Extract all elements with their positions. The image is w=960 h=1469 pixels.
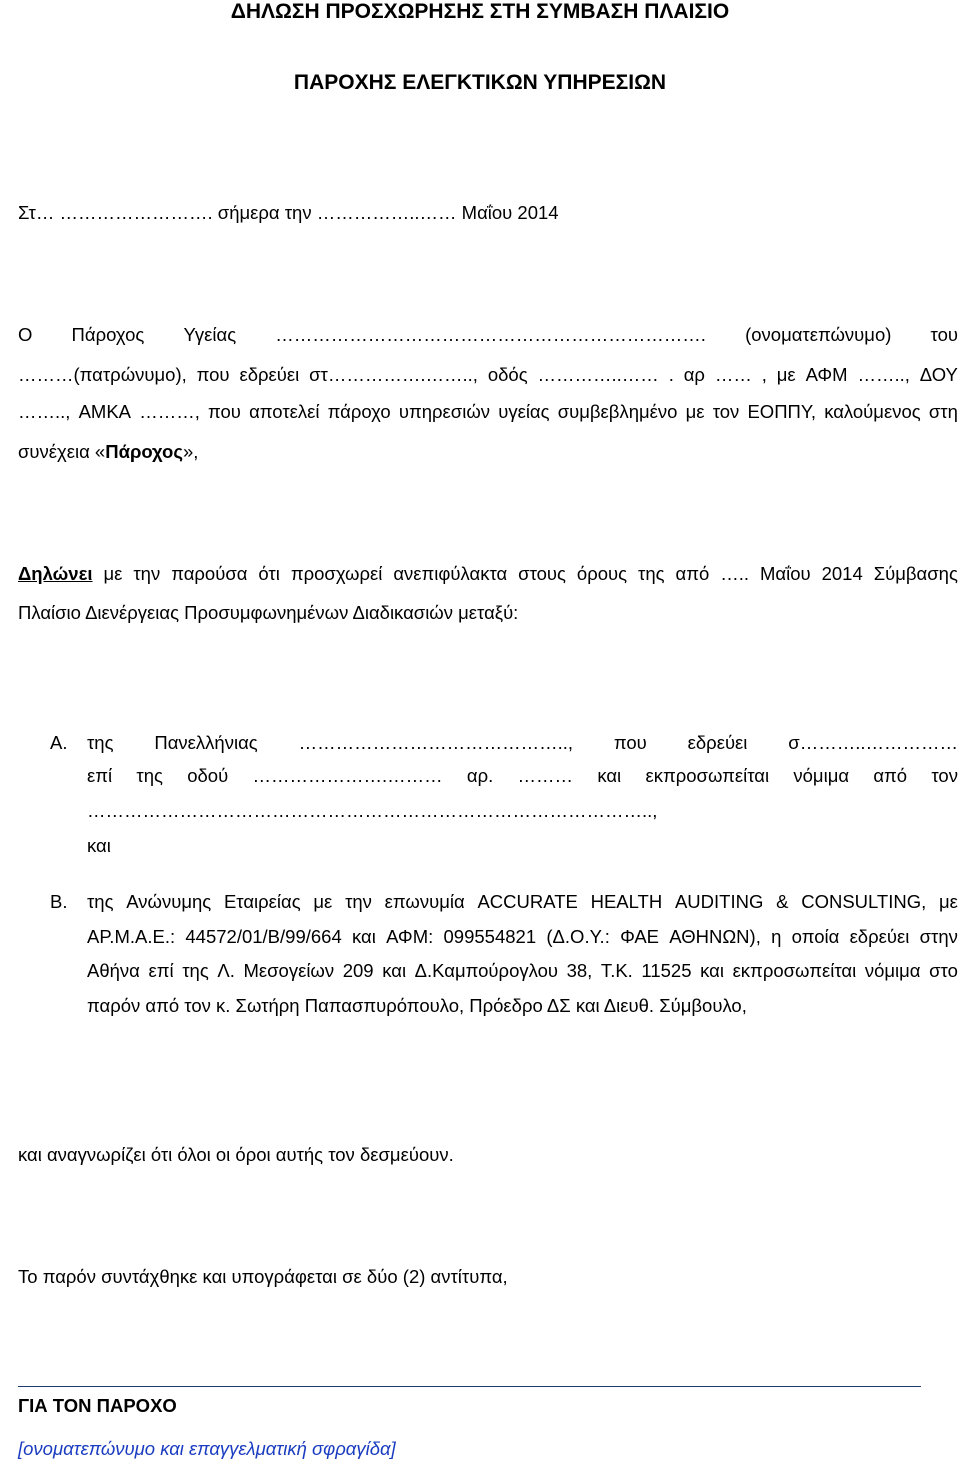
word: αρ. [466, 765, 494, 786]
word: ΔΟΥ [919, 364, 958, 385]
declare-keyword: Δηλώνει [18, 563, 93, 584]
word: Ανώνυμης [126, 891, 212, 912]
declare-line-1 [18, 562, 958, 586]
document-subtitle: ΠΑΡΟΧΗΣ ΕΛΕΓΚΤΙΚΩΝ ΥΠΗΡΕΣΙΩΝ [293, 71, 667, 94]
word: στην [919, 926, 958, 947]
word: με [313, 891, 333, 912]
word: …………..…… [537, 364, 659, 385]
word: ……………………………………………………………. [275, 324, 706, 345]
word: της [136, 765, 163, 786]
document-title: ΔΗΛΩΣΗ ΠΡΟΣΧΩΡΗΣΗΣ ΣΤΗ ΣΥΜΒΑΣΗ ΠΛΑΙΣΙΟ [230, 0, 730, 23]
party-b-marker: Β. [50, 891, 68, 912]
word: της [638, 563, 665, 584]
word: που [613, 732, 647, 753]
word: Ο [18, 324, 33, 345]
word: Εταιρείας [223, 891, 301, 912]
word: 44572/01/Β/99/664 [185, 926, 342, 947]
signature-rule [18, 1386, 921, 1387]
declare-line-2: Πλαίσιο Διενέργειας Προσυμφωνημένων Διαδικασιών μεταξύ: [18, 602, 519, 623]
word: 11525 [641, 960, 692, 981]
word: 2014 [821, 563, 863, 584]
word: ΑΦΜ [805, 364, 848, 385]
party-a-line-4: και [87, 835, 111, 856]
provider-line-1 [18, 323, 958, 347]
word: εκπροσωπείται [645, 765, 770, 786]
word: (Δ.Ο.Υ.: [546, 926, 610, 947]
text-run: συνέχεια « [18, 441, 106, 462]
word: οδός [487, 364, 528, 385]
word: 099554821 [443, 926, 537, 947]
word: ΑΡ.Μ.Α.Ε.: [87, 926, 176, 947]
word: που [208, 401, 241, 422]
word: που [196, 364, 230, 385]
word: παρούσα [171, 563, 248, 584]
word: Πάροχος [71, 324, 145, 345]
word: …………………………………….., [298, 732, 573, 753]
signature-subtitle: [ονοματεπώνυμο και επαγγελματική σφραγίδα] [18, 1438, 396, 1459]
word: νόμιμα [793, 765, 850, 786]
word: και [700, 960, 724, 981]
word: Λ. [217, 960, 235, 981]
word: και [382, 960, 407, 981]
party-a-line-3: ……………………………………………………………………………….., [87, 800, 658, 821]
word: ……… [517, 765, 574, 786]
word: τον [931, 765, 958, 786]
party-b-line-4: παρόν από τον κ. Σωτήρη Παπασπυρόπουλο, Πρόεδρο ΔΣ και Διευθ. Σύμβουλο, [87, 995, 747, 1016]
word: Υγείας [183, 324, 237, 345]
word: στη [928, 401, 958, 422]
word: πάροχο [327, 401, 391, 422]
word: επωνυμία [384, 891, 465, 912]
word: Σύμβασης [873, 563, 958, 584]
word: την [345, 891, 372, 912]
word: την [133, 563, 161, 584]
word: από [873, 765, 908, 786]
word: αποτελεί [249, 401, 320, 422]
word: οδού [187, 765, 229, 786]
word: στ…………….…….., [309, 364, 478, 385]
word: Δ.Καμπούρογλου [414, 960, 558, 981]
date-line: Στ… ……………………. σήμερα την ……………..…… Μαΐου 2014 [18, 202, 559, 223]
word: εδρεύει [849, 926, 910, 947]
word: υγείας [498, 401, 550, 422]
word: ………………….……… [252, 765, 443, 786]
word: στους [518, 563, 566, 584]
word: με [776, 364, 796, 385]
word: Μεσογείων [243, 960, 335, 981]
word: συμβεβλημένο [557, 401, 678, 422]
word: ΑΦΜ: [386, 926, 434, 947]
word: οποία [791, 926, 840, 947]
word: όρους [576, 563, 628, 584]
word: , [761, 364, 767, 385]
provider-line-2 [18, 363, 958, 387]
word: HEALTH [590, 891, 663, 912]
word: τον [712, 401, 740, 422]
provider-line-3 [18, 400, 958, 424]
word: ΑΜΚΑ [78, 401, 132, 422]
word: του [930, 324, 958, 345]
text-run: », [182, 441, 199, 462]
party-a-marker: Α. [50, 732, 68, 753]
word: αρ [683, 364, 705, 385]
word: …….., [18, 401, 71, 422]
word: Μαΐου [759, 563, 811, 584]
word: η [771, 926, 782, 947]
word: νόμιμα [864, 960, 921, 981]
word: της [87, 732, 114, 753]
word: ACCURATE [477, 891, 578, 912]
word: (ονοματεπώνυμο) [745, 324, 892, 345]
word: ………(πατρώνυμο), [18, 364, 187, 385]
word: και [352, 926, 376, 947]
word: εδρεύει [239, 364, 300, 385]
word: σ………..…………… [788, 732, 958, 753]
word: επί [148, 960, 174, 981]
word: εκπροσωπείται [732, 960, 857, 981]
word: επί [87, 765, 113, 786]
provider-term: Πάροχος [105, 441, 183, 462]
word: προσχωρεί [290, 563, 383, 584]
word: από [675, 563, 710, 584]
party-b-line-2 [87, 925, 958, 949]
word: ΕΟΠΠΥ, [747, 401, 817, 422]
copies-line: Το παρόν συντάχθηκε και υπογράφεται σε δύο (2) αντίτυπα, [18, 1266, 508, 1287]
word: CONSULTING, [801, 891, 927, 912]
party-b-line-3 [87, 959, 958, 983]
word: εδρεύει [687, 732, 748, 753]
word: Τ.Κ. [600, 960, 633, 981]
word: υπηρεσιών [398, 401, 491, 422]
word: και [597, 765, 622, 786]
word: ανεπιφύλακτα [393, 563, 508, 584]
word: …… [714, 364, 752, 385]
word: ότι [258, 563, 280, 584]
word: ΦΑΕ [620, 926, 660, 947]
word: καλούμενος [824, 401, 921, 422]
word: ΑΘΗΝΩΝ), [669, 926, 761, 947]
word: ………, [139, 401, 200, 422]
word: με [939, 891, 958, 912]
word: Αθήνα [87, 960, 140, 981]
signature-title: ΓΙΑ ΤΟΝ ΠΑΡΟΧΟ [18, 1395, 177, 1416]
word: με [103, 563, 123, 584]
word: & [776, 891, 789, 912]
provider-line-4 [18, 440, 198, 464]
word: της [182, 960, 209, 981]
word: της [87, 891, 114, 912]
acknowledge-line: και αναγνωρίζει ότι όλοι οι όροι αυτής τον δεσμεύουν. [18, 1144, 454, 1165]
word: στο [929, 960, 958, 981]
word: Πανελλήνιας [154, 732, 258, 753]
party-b-line-1 [87, 890, 958, 914]
party-a-line-2 [87, 764, 958, 788]
word: . [668, 364, 674, 385]
party-a-line-1 [87, 731, 958, 755]
word: ….. [720, 563, 750, 584]
word: 38, [566, 960, 593, 981]
word: AUDITING [674, 891, 764, 912]
word: με [685, 401, 705, 422]
word: …….., [857, 364, 910, 385]
word: 209 [342, 960, 374, 981]
